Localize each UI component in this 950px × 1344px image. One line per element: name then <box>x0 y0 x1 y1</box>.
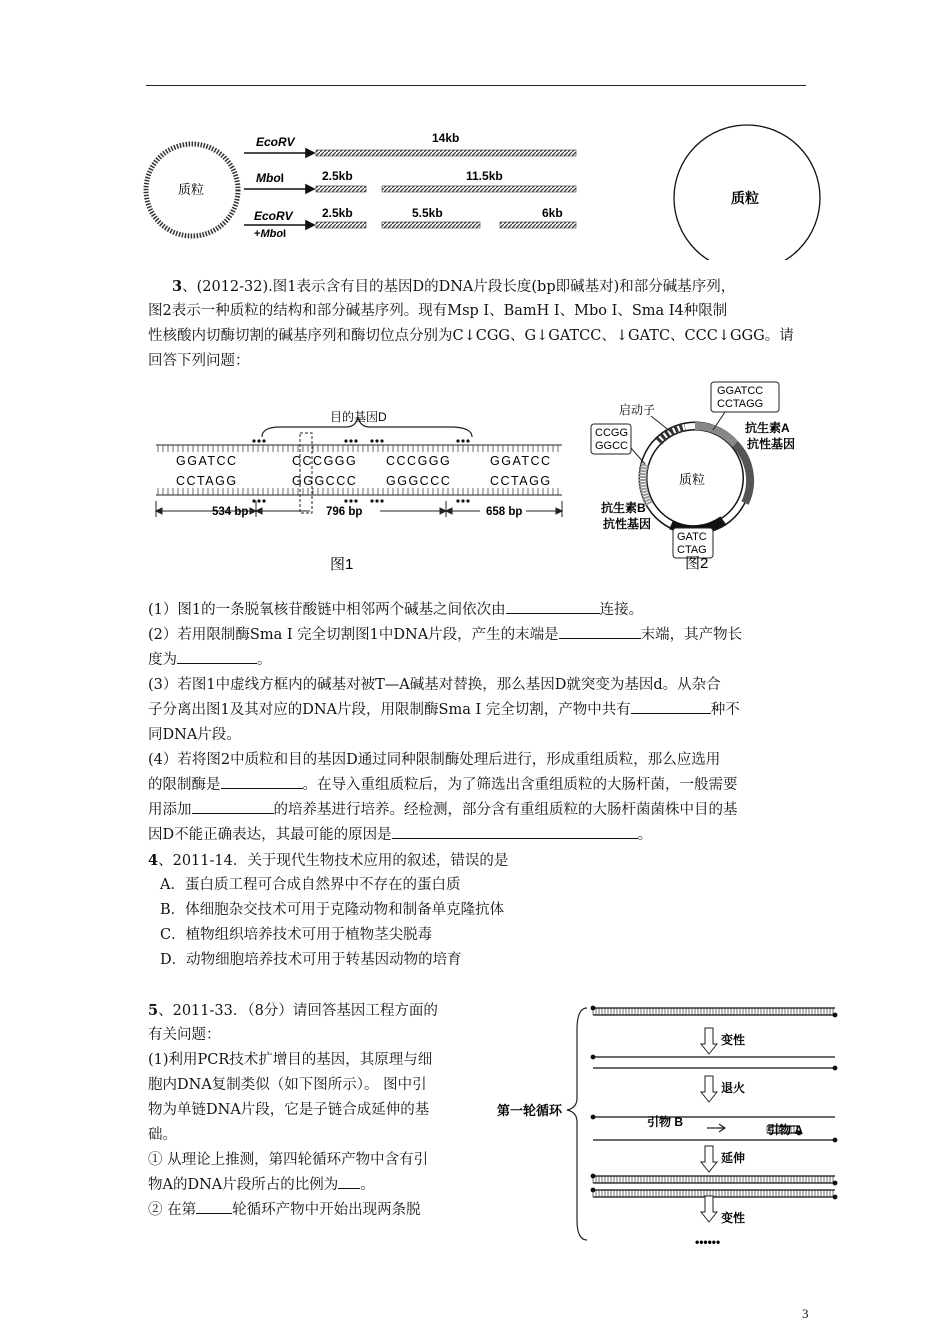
answer-blank[interactable] <box>338 1173 360 1189</box>
step-label: 变性 <box>721 1211 746 1225</box>
svg-text:CCGG: CCGG <box>595 427 628 439</box>
q3-line4: 回答下列问题： <box>148 353 250 369</box>
top-seq: GGATCC <box>176 454 238 468</box>
fragment-label: 2.5kb <box>322 169 353 183</box>
enzyme-combo-label-1: EcoRV <box>254 209 293 223</box>
resistance-b-label: 抗性基因 <box>603 517 652 531</box>
q3-number: 3 <box>172 278 183 295</box>
q3-sub4-cont: 的限制酶是 。在导入重组质粒后，为了筛选出含重组质粒的大肠杆菌，一般需要 <box>148 773 738 798</box>
fragment-bar-11-5kb <box>382 186 576 192</box>
q5-line1: 5、2011-33．（8分）请回答基因工程方面的 <box>148 1002 438 1019</box>
top-seq: CCCGGG <box>386 454 452 468</box>
primer-b-label: 引物 B <box>647 1115 684 1129</box>
answer-blank[interactable] <box>221 773 303 789</box>
svg-text:GGATCC: GGATCC <box>717 385 764 397</box>
q3-sub3-cont: 子分离出图1及其对应的DNA片段，用限制酶Sma Ⅰ 完全切割，产物中共有 种不 <box>148 698 740 723</box>
top-seq: CCCGGG <box>292 454 358 468</box>
q5-line4: 胞内DNA复制类似（如下图所示）。 图中引 <box>148 1077 427 1093</box>
bottom-seq: CCTAGG <box>176 474 238 488</box>
cycle-brace <box>567 1008 587 1240</box>
resistance-a-label: 抗性基因 <box>747 437 796 451</box>
fragment-bar-2-5kb-b <box>316 222 366 228</box>
bottom-seq: GGGCCC <box>292 474 358 488</box>
figure-2-caption: 图2 <box>685 555 709 572</box>
figure-1-caption: 图1 <box>330 556 354 573</box>
fragment-label: 2.5kb <box>322 206 353 220</box>
plasmid-label-right: 质粒 <box>731 190 759 206</box>
cycle-label: 第一轮循环 <box>497 1103 563 1118</box>
q4-option-b[interactable]: B．体细胞杂交技术可用于克隆动物和制备单克隆抗体 <box>160 902 505 918</box>
q3-sub4-end: 因D不能正确表达，其最可能的原因是 。 <box>148 823 652 848</box>
q3-sub2-cont: 度为 。 <box>148 648 272 673</box>
q3-sub1: (1）图1的一条脱氧核苷酸链中相邻两个碱基之间依次由 连接。 <box>148 598 643 623</box>
fragment-bar-14kb <box>316 150 576 156</box>
q4-option-a[interactable]: A．蛋白质工程可合成自然界中不存在的蛋白质 <box>160 877 461 893</box>
gene-d-label: 目的基因D <box>330 410 387 424</box>
plasmid-center-label: 质粒 <box>679 472 706 487</box>
fragment-label: 5.5kb <box>412 206 443 220</box>
q5-line5: 物为单链DNA片段，它是子链合成延伸的基 <box>148 1102 430 1118</box>
q3-sub2: (2）若用限制酶Sma Ⅰ 完全切割图1中DNA片段，产生的末端是 末端，其产物长 <box>148 623 742 648</box>
q3-sub4-cont2: 用添加 的培养基进行培养。经检测，部分含有重组质粒的大肠杆菌菌株中目的基 <box>148 798 738 823</box>
q3-sub3: (3）若图1中虚线方框内的碱基对被T—A碱基对替换，那么基因D就突变为基因d。从杂合 <box>148 677 721 693</box>
answer-blank[interactable] <box>196 1198 232 1214</box>
header-rule <box>146 85 806 86</box>
top-seq: GGATCC <box>490 454 552 468</box>
q5-line9: ② 在第 轮循环产物中开始出现两条脱 <box>148 1198 421 1223</box>
enzyme-mboi-label: MboI <box>256 171 284 185</box>
q3-text: 、(2012-32).图1表示含有目的基因D的DNA片段长度(bp即碱基对)和部分碱基序列， <box>182 279 736 295</box>
q5-line6: 础。 <box>148 1127 177 1143</box>
plasmid-label-left: 质粒 <box>178 182 205 197</box>
enzyme-ecorv-label: EcoRV <box>256 135 295 149</box>
step-label: 退火 <box>721 1081 746 1095</box>
q4-number: 4 <box>148 852 159 869</box>
answer-blank[interactable] <box>631 698 711 714</box>
length-label: 534 bp <box>212 506 249 518</box>
page-number: 3 <box>802 1306 809 1321</box>
pcr-diagram <box>495 1000 845 1250</box>
step-label: 延伸 <box>721 1151 746 1165</box>
length-label: 796 bp <box>326 506 363 518</box>
answer-blank[interactable] <box>177 648 257 664</box>
fragment-label: 6kb <box>542 206 563 220</box>
fragment-label: 11.5kb <box>466 169 503 183</box>
svg-text:GATC: GATC <box>677 531 707 543</box>
length-label: 658 bp <box>486 506 523 518</box>
fragment-bar-2-5kb <box>316 186 366 192</box>
q5-line8: 物A的DNA片段所占的比例为 。 <box>148 1173 375 1198</box>
q4-option-d[interactable]: D．动物细胞培养技术可用于转基因动物的培育 <box>160 952 462 968</box>
fragment-bar-6kb <box>500 222 576 228</box>
svg-text:GGCC: GGCC <box>595 440 628 452</box>
q4-option-c[interactable]: C．植物组织培养技术可用于植物茎尖脱毒 <box>160 927 433 943</box>
svg-text:CTAG: CTAG <box>677 544 707 556</box>
primer-a-label: 引物 A <box>767 1123 804 1137</box>
q5-line7: ① 从理论上推测，第四轮循环产物中含有引 <box>148 1152 429 1168</box>
figure-2-plasmid <box>585 378 815 578</box>
q5-line3: (1)利用PCR技术扩增目的基因，其原理与细 <box>148 1052 433 1068</box>
fragment-label: 14kb <box>432 131 460 145</box>
answer-blank[interactable] <box>392 823 638 839</box>
q5-number: 5 <box>148 1002 159 1019</box>
q3-sub4: (4）若将图2中质粒和目的基因D通过同种限制酶处理后进行，形成重组质粒，那么应选用 <box>148 752 721 768</box>
resistance-a-label: 抗生素A <box>745 421 790 435</box>
fragment-bar-5-5kb <box>382 222 480 228</box>
bamhi-site-segment <box>695 426 735 444</box>
q3-line1 <box>172 274 735 300</box>
continuation-dots: •••••• <box>695 1235 721 1249</box>
step-label: 变性 <box>721 1033 746 1047</box>
q3-sub3-end: 同DNA片段。 <box>148 727 241 743</box>
answer-blank[interactable] <box>506 598 600 614</box>
q3-line3: 性核酸内切酶切割的碱基序列和酶切位点分别为C↓CGG、G↓GATCC、↓GATC、CCC↓GGG。请 <box>148 328 794 344</box>
figure-1-dna-fragment <box>150 405 570 585</box>
q4-stem: 4、2011-14．关于现代生物技术应用的叙述，错误的是 <box>148 852 509 869</box>
answer-blank[interactable] <box>559 623 641 639</box>
q3-line2: 图2表示一种质粒的结构和部分碱基序列。现有Msp Ⅰ、BamH Ⅰ、Mbo Ⅰ、Sma Ⅰ4种限制 <box>148 303 728 319</box>
bottom-seq: CCTAGG <box>490 474 552 488</box>
enzyme-combo-label-2: +MboI <box>254 228 287 240</box>
q5-line2: 有关问题： <box>148 1027 221 1043</box>
resistance-b-label: 抗生素B <box>601 501 646 515</box>
bottom-seq: GGGCCC <box>386 474 452 488</box>
restriction-map-figure <box>140 120 830 260</box>
svg-text:CCTAGG: CCTAGG <box>717 398 764 410</box>
answer-blank[interactable] <box>192 798 274 814</box>
promoter-label: 启动子 <box>619 403 656 417</box>
